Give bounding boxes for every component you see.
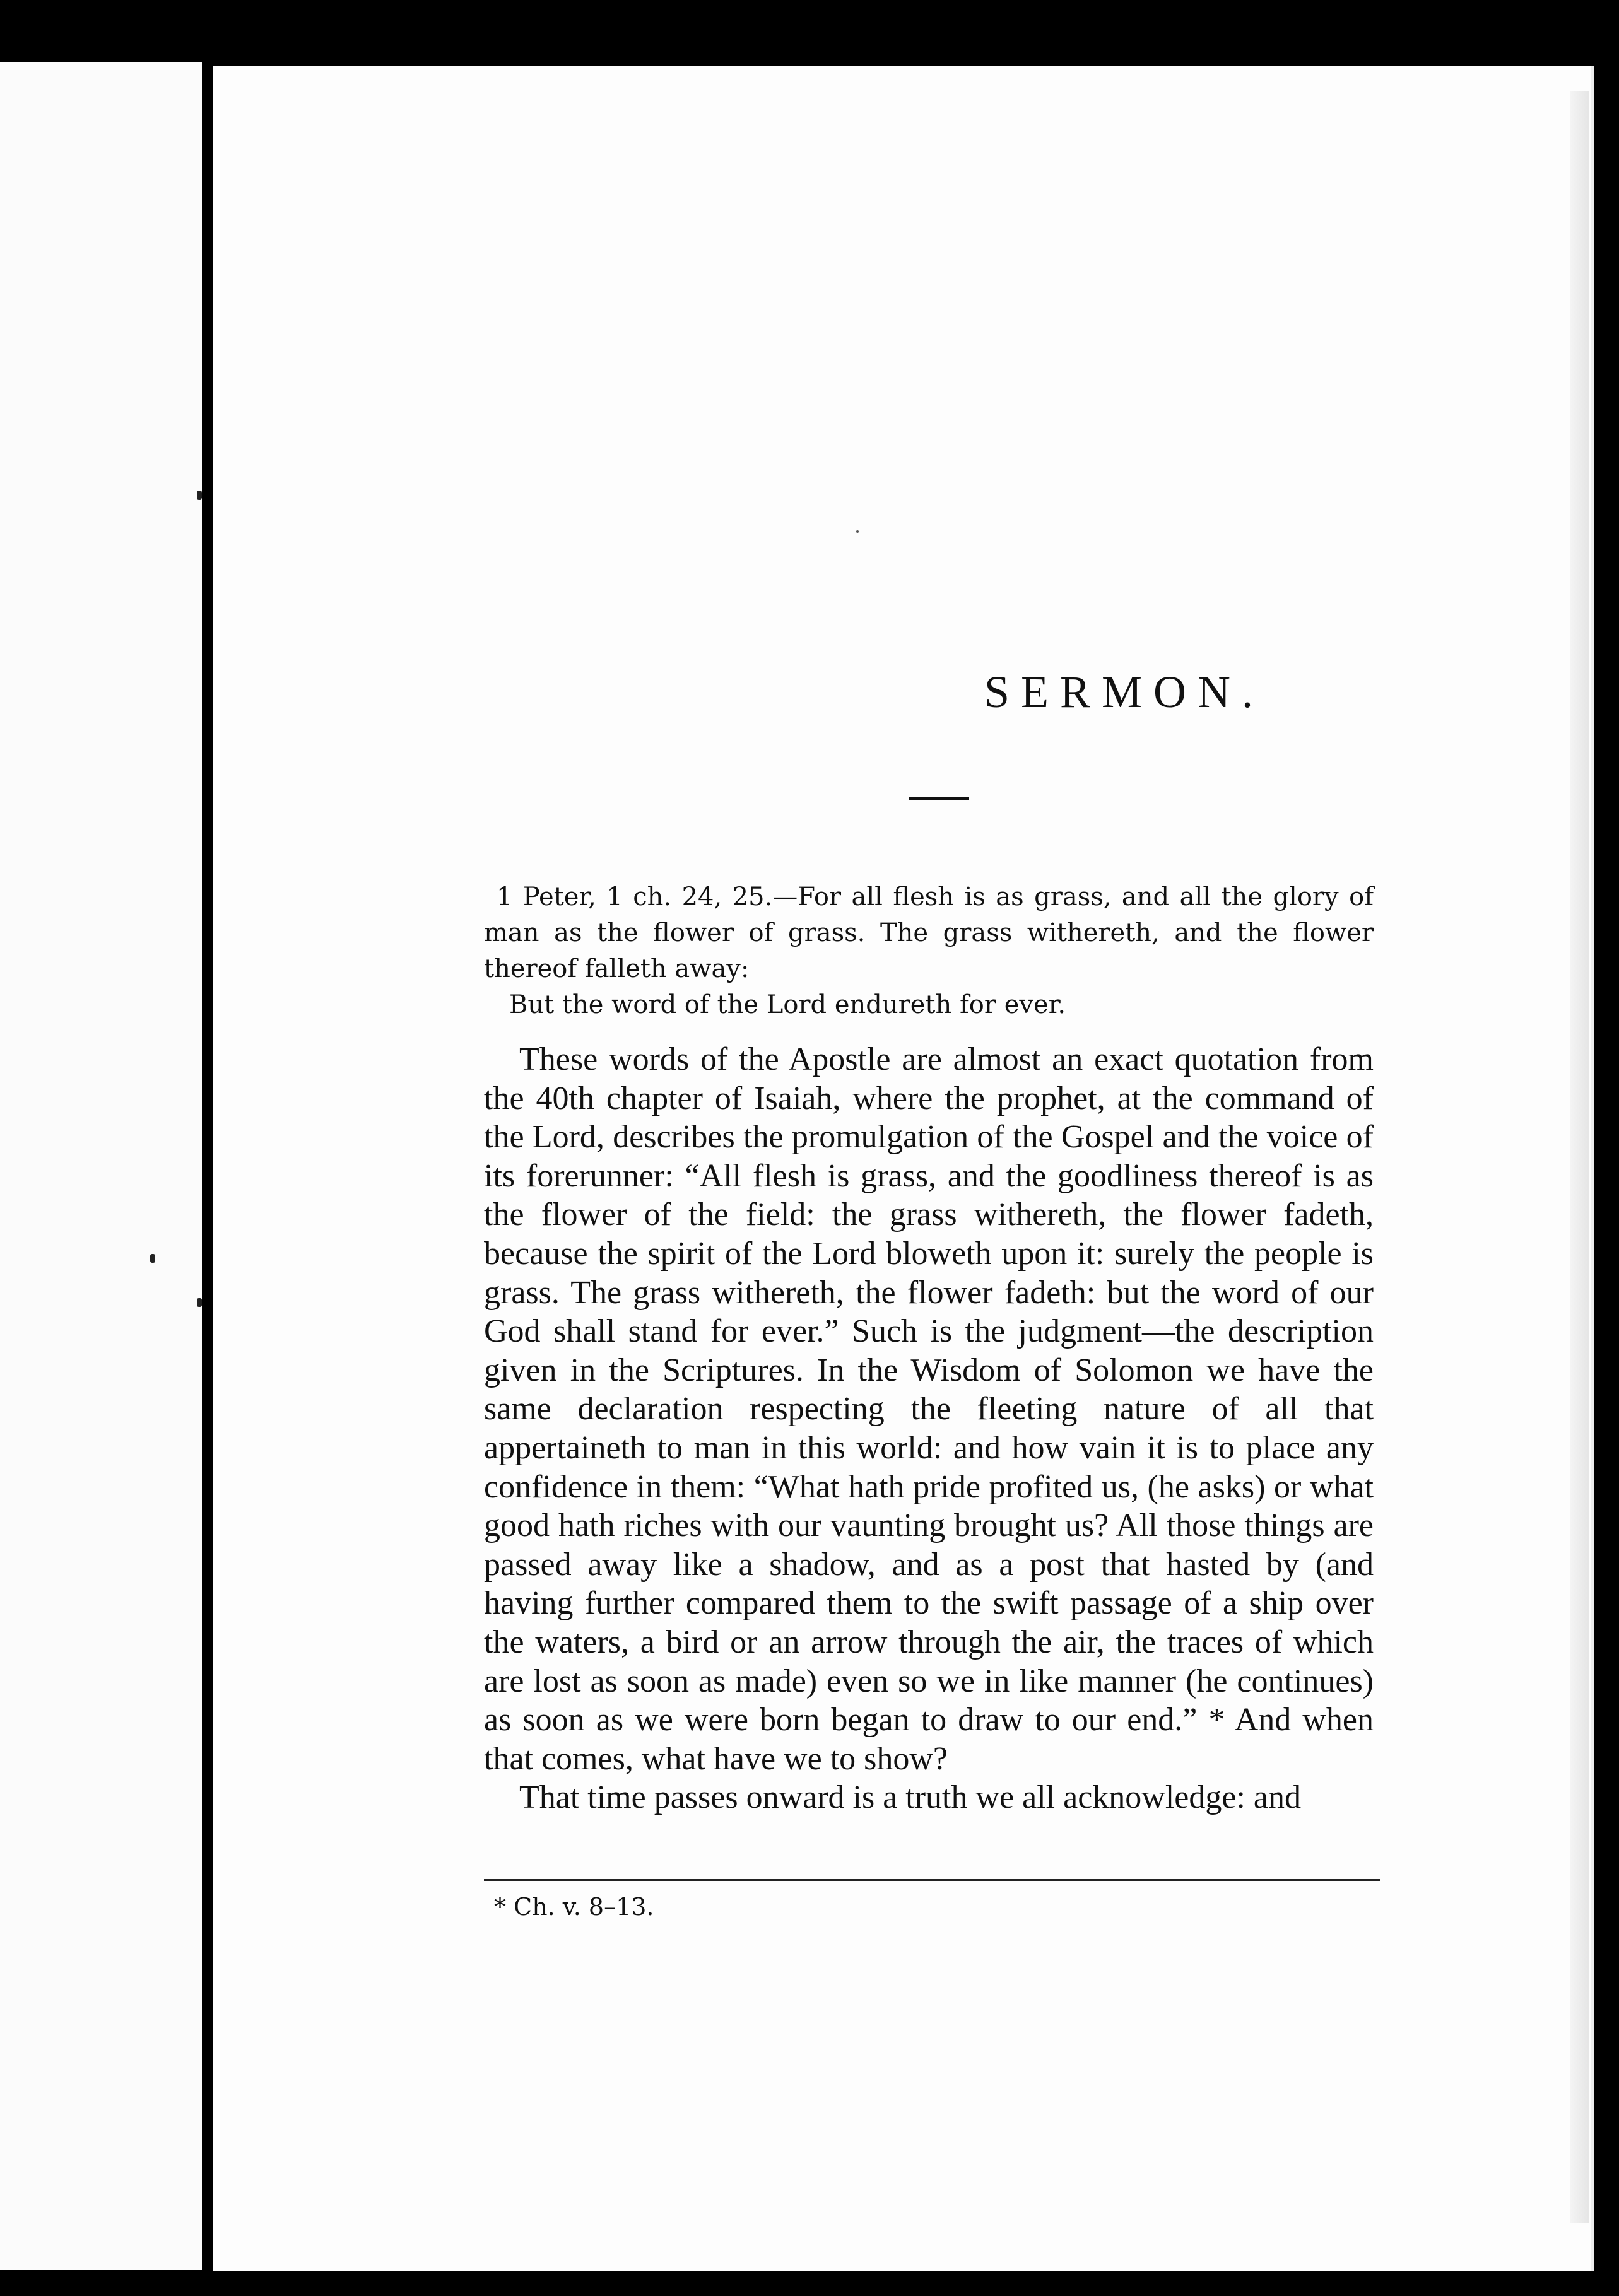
book-page — [213, 66, 1594, 2271]
facing-page — [0, 62, 202, 2270]
page-edge-shadow — [1570, 91, 1589, 2223]
edge-mark — [150, 1254, 155, 1263]
body-text — [484, 1040, 1374, 1817]
footnote: * Ch. v. 8–13. — [494, 1893, 654, 1921]
epigraph-tail: But the word of the Lord endureth for ever. — [509, 990, 1066, 1019]
epigraph — [484, 879, 1374, 1023]
epigraph-text: 1 Peter, 1 ch. 24, 25.—For all flesh is as grass, and all the glory of man as the flower of grass. The grass withereth, and the flower thereof falleth away: — [484, 882, 1374, 983]
page-title: SERMON. — [984, 667, 1265, 717]
print-speck — [856, 530, 859, 533]
title-rule — [909, 797, 969, 800]
paragraph: That time passes onward is a truth we all acknowledge: and — [519, 1779, 1301, 1816]
paragraph: These words of the Apostle are almost an exact quotation from the 40th chapter of Isaiah, where the prophet, at the command of the Lord, describes the promulgation of the Gospel and the voice of its forerunner: “All flesh is grass, and the goodliness thereof is as the flower of the field: the grass withereth, the flower fadeth, because the spirit of the Lord bloweth upon it: surely the people is grass. The grass withereth, the flower fadeth: but the word of our God shall stand for ever.” Such is the judgment—the description given in the Scriptures. In the Wisdom of Solomon we have the same declaration respecting the fleeting nature of all that appertaineth to man in this world: and how vain it is to place any confidence in them: “What hath pride profited us, (he asks) or what good hath riches with our vaunting brought us? All those things are passed away like a shadow, and as a post that hasted by (and having further compared them to the swift passage of a ship over the waters, a bird or an arrow through the air, the traces of which are lost as soon as made) even so we in like manner (he continues) as soon as we were born began to draw to our end.” * And when that comes, what have we to show? — [484, 1041, 1374, 1777]
footnote-rule — [484, 1879, 1380, 1881]
edge-mark — [197, 1298, 202, 1307]
edge-mark — [197, 491, 202, 500]
